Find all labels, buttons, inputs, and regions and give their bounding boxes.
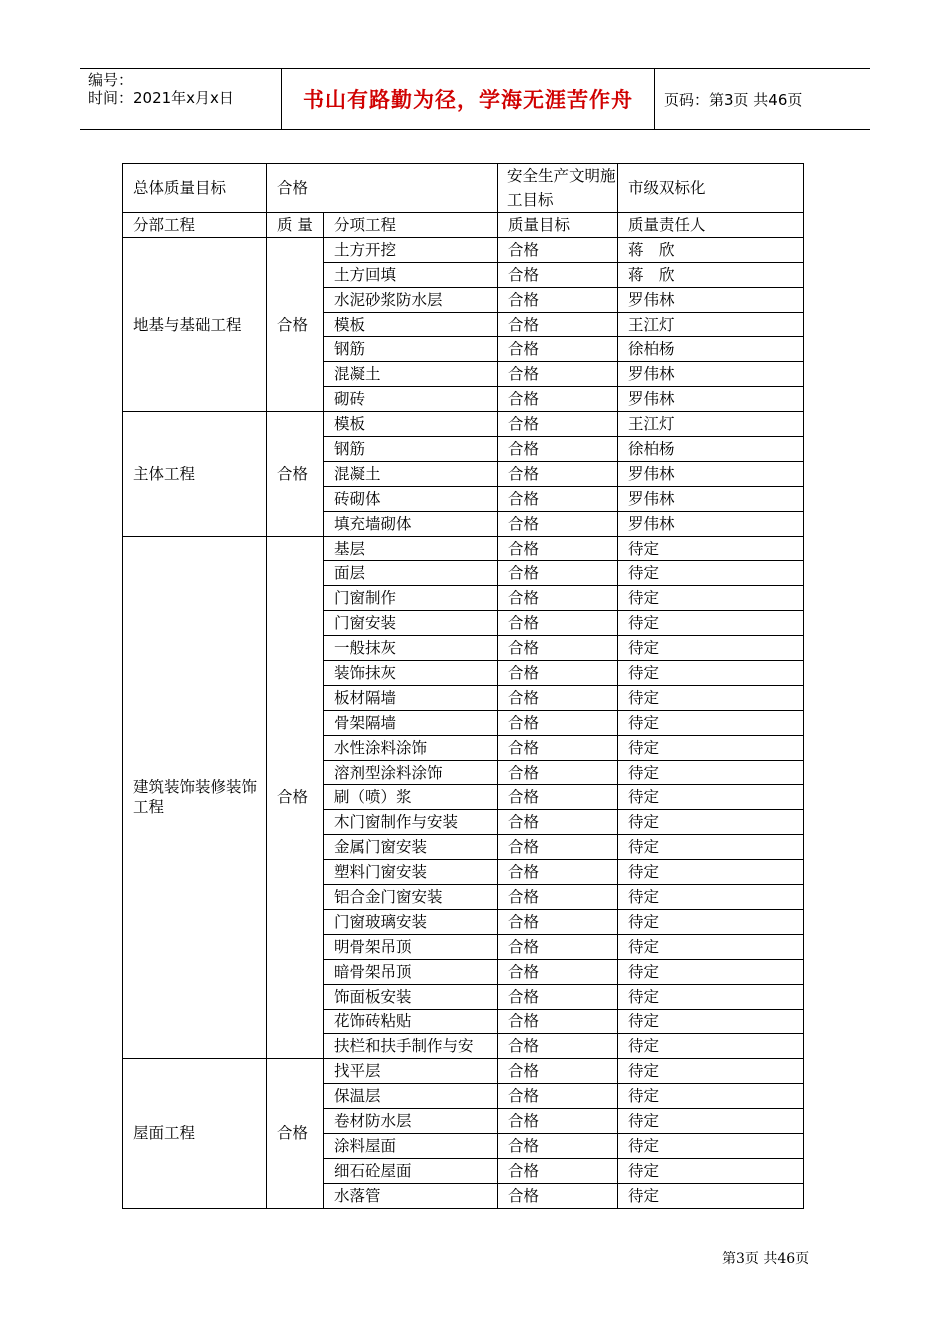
safety-target-value: 市级双标化 (618, 164, 804, 213)
quality-target: 合格 (498, 1109, 618, 1134)
document-header (80, 68, 870, 130)
quality-target: 合格 (498, 362, 618, 387)
quality-target: 合格 (498, 760, 618, 785)
subitem-name: 饰面板安装 (324, 984, 498, 1009)
header-page-info: 页码：第3页 共46页 (664, 90, 803, 109)
responsible-person: 待定 (618, 561, 804, 586)
responsible-person: 罗伟林 (618, 287, 804, 312)
quality-target: 合格 (498, 1059, 618, 1084)
subitem-name: 找平层 (324, 1059, 498, 1084)
quality-target: 合格 (498, 412, 618, 437)
subitem-name: 模板 (324, 312, 498, 337)
quality-target: 合格 (498, 461, 618, 486)
quality-target: 合格 (498, 685, 618, 710)
header-motto: 书山有路勤为径，学海无涯苦作舟 (303, 88, 633, 112)
column-header: 分项工程 (324, 213, 498, 238)
responsible-person: 待定 (618, 1183, 804, 1208)
quality-target: 合格 (498, 785, 618, 810)
responsible-person: 蒋 欣 (618, 262, 804, 287)
subitem-name: 骨架隔墙 (324, 710, 498, 735)
responsible-person: 待定 (618, 1009, 804, 1034)
subitem-name: 扶栏和扶手制作与安 (324, 1034, 498, 1059)
subitem-name: 土方开挖 (324, 237, 498, 262)
serial-number-label: 编号： (88, 71, 134, 89)
responsible-person: 罗伟林 (618, 511, 804, 536)
responsible-person: 王江灯 (618, 312, 804, 337)
subitem-name: 门窗制作 (324, 586, 498, 611)
quality-table-body (123, 164, 804, 1209)
division-name: 建筑装饰装修装饰工程 (123, 536, 267, 1059)
column-header: 质量目标 (498, 213, 618, 238)
responsible-person: 待定 (618, 611, 804, 636)
subitem-name: 水落管 (324, 1183, 498, 1208)
subitem-name: 铝合金门窗安装 (324, 885, 498, 910)
responsible-person: 待定 (618, 835, 804, 860)
responsible-person: 待定 (618, 661, 804, 686)
subitem-name: 钢筋 (324, 337, 498, 362)
quality-target: 合格 (498, 312, 618, 337)
responsible-person: 待定 (618, 685, 804, 710)
quality-target: 合格 (498, 1084, 618, 1109)
subitem-name: 一般抹灰 (324, 636, 498, 661)
subitem-name: 模板 (324, 412, 498, 437)
quality-target: 合格 (498, 1009, 618, 1034)
division-quality: 合格 (267, 237, 324, 411)
responsible-person: 待定 (618, 1084, 804, 1109)
table-header-row (123, 213, 804, 238)
responsible-person: 待定 (618, 785, 804, 810)
quality-target: 合格 (498, 387, 618, 412)
division-quality: 合格 (267, 536, 324, 1059)
subitem-name: 混凝土 (324, 362, 498, 387)
quality-target: 合格 (498, 1133, 618, 1158)
responsible-person: 待定 (618, 636, 804, 661)
table-row (123, 237, 804, 262)
quality-target: 合格 (498, 735, 618, 760)
subitem-name: 水性涂料涂饰 (324, 735, 498, 760)
responsible-person: 待定 (618, 909, 804, 934)
quality-target: 合格 (498, 984, 618, 1009)
responsible-person: 待定 (618, 735, 804, 760)
subitem-name: 明骨架吊顶 (324, 934, 498, 959)
subitem-name: 门窗安装 (324, 611, 498, 636)
table-row (123, 412, 804, 437)
subitem-name: 保温层 (324, 1084, 498, 1109)
quality-target: 合格 (498, 661, 618, 686)
quality-target: 合格 (498, 287, 618, 312)
responsible-person: 待定 (618, 1059, 804, 1084)
subitem-name: 装饰抹灰 (324, 661, 498, 686)
quality-target: 合格 (498, 934, 618, 959)
quality-target: 合格 (498, 511, 618, 536)
column-header: 分部工程 (123, 213, 267, 238)
quality-target: 合格 (498, 835, 618, 860)
subitem-name: 刷（喷）浆 (324, 785, 498, 810)
responsible-person: 罗伟林 (618, 387, 804, 412)
column-header: 质量责任人 (618, 213, 804, 238)
division-name: 主体工程 (123, 412, 267, 536)
header-divider (654, 69, 655, 129)
quality-target: 合格 (498, 262, 618, 287)
subitem-name: 基层 (324, 536, 498, 561)
responsible-person: 待定 (618, 1133, 804, 1158)
responsible-person: 待定 (618, 984, 804, 1009)
responsible-person: 蒋 欣 (618, 237, 804, 262)
responsible-person: 待定 (618, 710, 804, 735)
overall-quality-label: 总体质量目标 (123, 164, 267, 213)
responsible-person: 待定 (618, 934, 804, 959)
responsible-person: 罗伟林 (618, 461, 804, 486)
subitem-name: 溶剂型涂料涂饰 (324, 760, 498, 785)
subitem-name: 砌砖 (324, 387, 498, 412)
date-line: 时间：2021年x月x日 (88, 89, 234, 107)
quality-target: 合格 (498, 437, 618, 462)
quality-target: 合格 (498, 636, 618, 661)
responsible-person: 待定 (618, 860, 804, 885)
subitem-name: 板材隔墙 (324, 685, 498, 710)
subitem-name: 细石砼屋面 (324, 1158, 498, 1183)
responsible-person: 待定 (618, 885, 804, 910)
column-header: 质 量 (267, 213, 324, 238)
subitem-name: 填充墙砌体 (324, 511, 498, 536)
quality-target: 合格 (498, 959, 618, 984)
quality-target: 合格 (498, 486, 618, 511)
division-quality: 合格 (267, 412, 324, 536)
quality-target: 合格 (498, 561, 618, 586)
overall-quality-value: 合格 (267, 164, 498, 213)
quality-target: 合格 (498, 337, 618, 362)
quality-target: 合格 (498, 885, 618, 910)
subitem-name: 砖砌体 (324, 486, 498, 511)
quality-target: 合格 (498, 1183, 618, 1208)
responsible-person: 罗伟林 (618, 486, 804, 511)
responsible-person: 徐柏杨 (618, 437, 804, 462)
subitem-name: 混凝土 (324, 461, 498, 486)
responsible-person: 待定 (618, 536, 804, 561)
table-row-overall (123, 164, 804, 213)
subitem-name: 涂料屋面 (324, 1133, 498, 1158)
subitem-name: 门窗玻璃安装 (324, 909, 498, 934)
responsible-person: 待定 (618, 810, 804, 835)
responsible-person: 待定 (618, 1109, 804, 1134)
subitem-name: 土方回填 (324, 262, 498, 287)
quality-target: 合格 (498, 860, 618, 885)
quality-target: 合格 (498, 710, 618, 735)
responsible-person: 待定 (618, 1034, 804, 1059)
division-quality: 合格 (267, 1059, 324, 1208)
quality-target: 合格 (498, 237, 618, 262)
responsible-person: 罗伟林 (618, 362, 804, 387)
page-footer: 第3页 共46页 (722, 1251, 810, 1267)
header-meta (88, 71, 283, 127)
quality-target-table (122, 163, 804, 1209)
responsible-person: 徐柏杨 (618, 337, 804, 362)
subitem-name: 暗骨架吊顶 (324, 959, 498, 984)
responsible-person: 待定 (618, 760, 804, 785)
table-row (123, 536, 804, 561)
subitem-name: 钢筋 (324, 437, 498, 462)
subitem-name: 卷材防水层 (324, 1109, 498, 1134)
quality-target: 合格 (498, 1158, 618, 1183)
division-name: 地基与基础工程 (123, 237, 267, 411)
responsible-person: 待定 (618, 959, 804, 984)
subitem-name: 水泥砂浆防水层 (324, 287, 498, 312)
subitem-name: 木门窗制作与安装 (324, 810, 498, 835)
quality-target: 合格 (498, 611, 618, 636)
subitem-name: 花饰砖粘贴 (324, 1009, 498, 1034)
quality-target: 合格 (498, 909, 618, 934)
quality-target: 合格 (498, 810, 618, 835)
quality-target: 合格 (498, 536, 618, 561)
division-name: 屋面工程 (123, 1059, 267, 1208)
table-row (123, 1059, 804, 1084)
responsible-person: 待定 (618, 1158, 804, 1183)
quality-target: 合格 (498, 586, 618, 611)
quality-target: 合格 (498, 1034, 618, 1059)
subitem-name: 金属门窗安装 (324, 835, 498, 860)
responsible-person: 待定 (618, 586, 804, 611)
safety-target-label: 安全生产文明施工目标 (498, 164, 618, 213)
subitem-name: 面层 (324, 561, 498, 586)
subitem-name: 塑料门窗安装 (324, 860, 498, 885)
responsible-person: 王江灯 (618, 412, 804, 437)
